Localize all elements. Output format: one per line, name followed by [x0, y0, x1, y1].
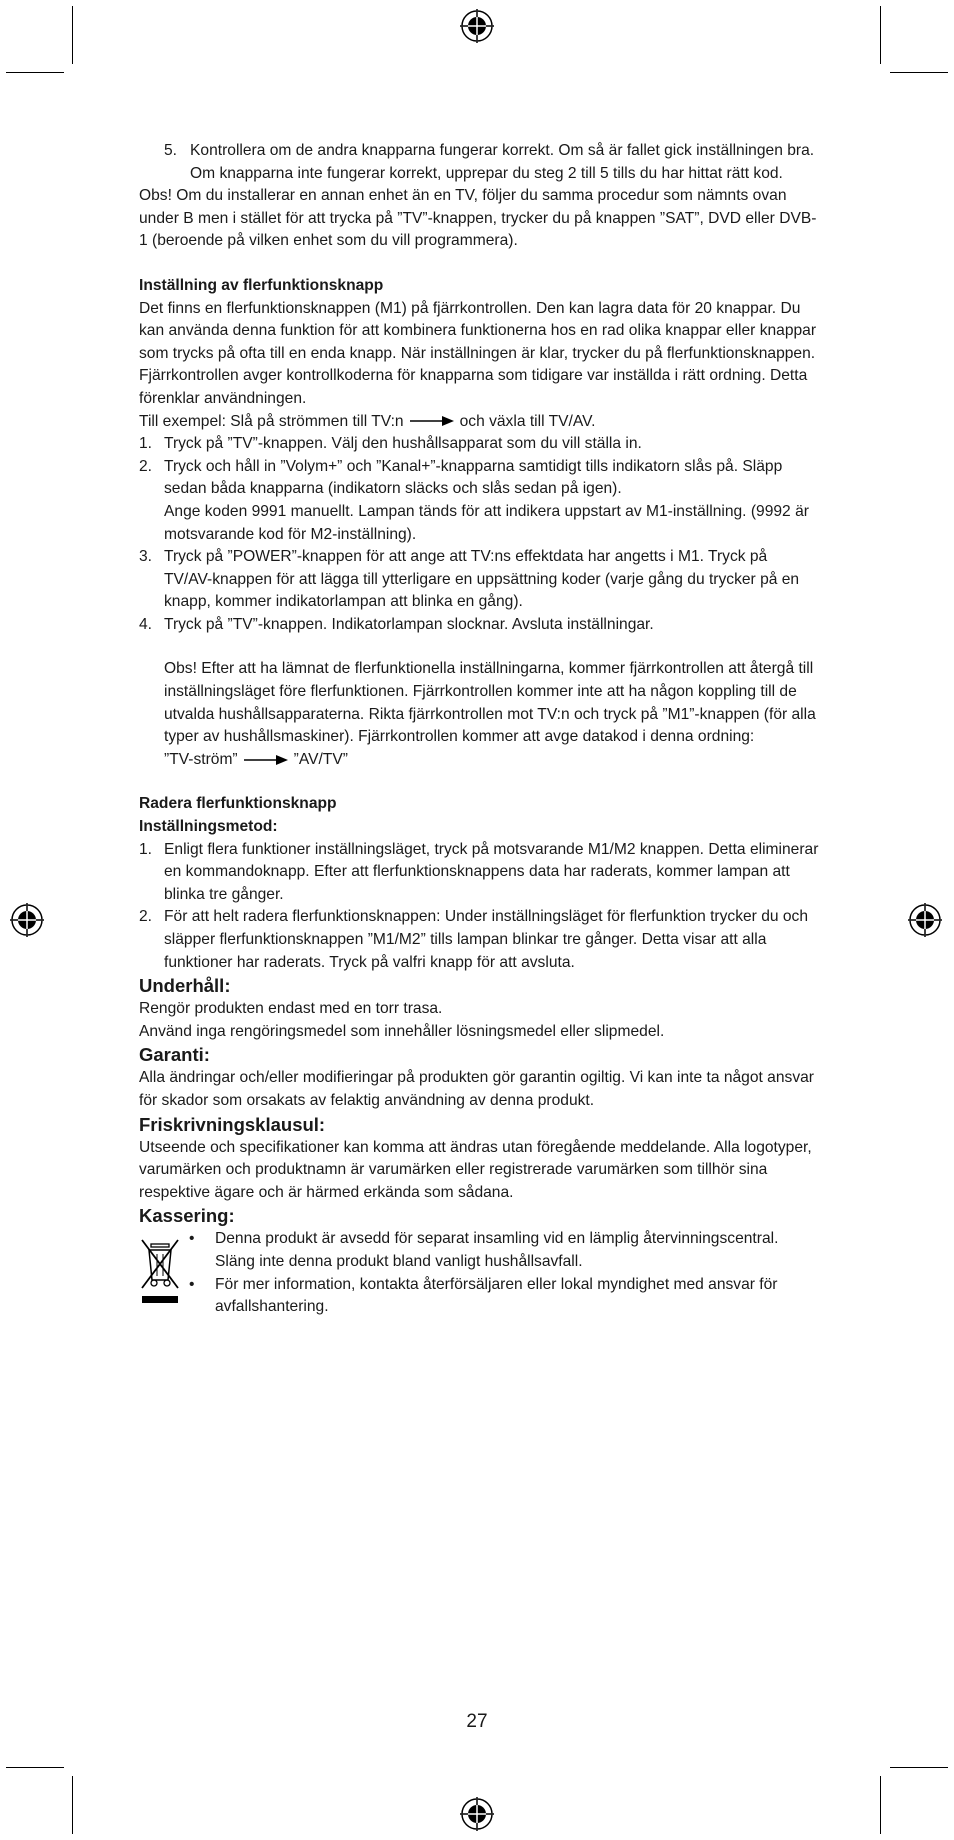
note-other-device: Obs! Om du installerar en annan enhet än en TV, följer du samma procedur som nämnts ovan under B men i stället för att trycka på ”TV”-knappen, trycker du på knappen ”SAT”, DVD eller DVB-1 (beroende på vilken enhet som du vill programmera). — [139, 187, 817, 250]
step-number: 1. — [139, 435, 153, 453]
registration-mark-icon — [908, 903, 942, 937]
step-number: 1. — [139, 840, 153, 858]
maintenance-heading: Underhåll: — [139, 975, 231, 997]
step-text: Tryck på ”POWER”-knappen för att ange att TV:ns effektdata har angetts i M1. Tryck på TV/AV-knappen för att lägga till ytterligare en uppsättning koder (varje gång du trycker på en knapp, kommer indikatorlampan att blinka en gång). — [164, 548, 800, 611]
maintenance-text: Rengör produkten endast med en torr trasa. — [139, 1000, 443, 1018]
crop-mark — [72, 1776, 73, 1834]
sequence-text: ”TV-ström” — [164, 750, 238, 768]
crop-mark — [880, 1776, 881, 1834]
step-text: Ange koden 9991 manuellt. Lampan tänds för att indikera uppstart av M1-inställning. (9992 är motsvarande kod för M2-inställning). — [164, 502, 809, 543]
maintenance-text: Använd inga rengöringsmedel som innehåller lösningsmedel eller slipmedel. — [139, 1022, 665, 1040]
step-number: 4. — [139, 615, 153, 633]
sequence-line — [139, 749, 819, 772]
multi-step — [139, 546, 819, 614]
step-text: Enligt flera funktioner inställningsläget, tryck på motsvarande M1/M2 knappen. Detta eliminerar en kommandoknapp. Efter att flerfunktionsknappens data har raderats, kommer lampan att blinka tre gånger. — [164, 840, 819, 903]
registration-mark-icon — [460, 9, 494, 43]
crop-mark — [6, 72, 64, 73]
example-text: och växla till TV/AV. — [459, 412, 596, 430]
multi-step — [139, 614, 819, 637]
disclaimer-heading: Friskrivningsklausul: — [139, 1113, 326, 1135]
erase-heading: Radera flerfunktionsknapp — [139, 795, 337, 813]
disposal-text: Denna produkt är avsedd för separat insamling vid en lämplig återvinningscentral. Släng inte denna produkt bland vanligt hushållsavfall. — [215, 1230, 779, 1270]
example-text: Till exempel: Slå på strömmen till TV:n — [139, 412, 404, 430]
crop-mark — [72, 6, 73, 64]
step-text: Tryck på ”TV”-knappen. Välj den hushållsapparat som du vill ställa in. — [164, 435, 642, 453]
step-5 — [139, 140, 819, 185]
bullet: • — [189, 1275, 195, 1293]
crop-mark — [890, 72, 948, 73]
step-text: För att helt radera flerfunktionsknappen: Under inställningsläget för flerfunktion trycker du och släpper flerfunktionsknappen ”M1/M2” tills lampan blinkar tre gånger. Detta visar att alla funktioner har raderats. Tryck på valfri knapp för att avsluta. — [164, 908, 809, 971]
multi-function-heading: Inställning av flerfunktionsknapp — [139, 276, 384, 294]
multi-step — [139, 433, 819, 456]
step-text: Tryck och håll in ”Volym+” och ”Kanal+”-knapparna samtidigt tills indikatorn slås på. Släpp sedan båda knapparna (indikatorn släcks och slås sedan på igen). — [164, 457, 783, 498]
crop-mark — [6, 1767, 64, 1768]
disclaimer-text: Utseende och specifikationer kan komma att ändras utan föregående meddelande. Alla logotyper, varumärken och produktnamn är varumärken eller registrerade varumärken som tillhör sina respektive ägare och är härmed erkända som sådana. — [139, 1138, 812, 1201]
warranty-heading: Garanti: — [139, 1044, 210, 1066]
arrow-right-icon — [244, 755, 288, 765]
erase-subheading: Inställningsmetod: — [139, 818, 278, 836]
multi-function-intro: Det finns en flerfunktionsknappen (M1) på fjärrkontrollen. Den kan lagra data för 20 knappar. Du kan använda denna funktion för att kombinera funktionerna hos en rad olika knappar eller knappar som trycks på ofta till en enda knapp. När inställningen är klar, trycker du på flerfunktionsknappen. Fjärrkontrollen avger kontrollkoderna för knapparna som tidigare var inställda i rätt ordning. Detta förenklar användningen. — [139, 299, 817, 407]
erase-step — [139, 839, 819, 907]
crop-mark — [880, 6, 881, 64]
step-number: 2. — [139, 457, 153, 475]
bullet: • — [189, 1230, 195, 1248]
disposal-item — [139, 1274, 819, 1319]
step-number: 5. — [164, 142, 178, 159]
step-number: 2. — [139, 908, 153, 926]
disposal-item — [139, 1228, 819, 1273]
example-line — [139, 411, 819, 434]
step-text: Tryck på ”TV”-knappen. Indikatorlampan slocknar. Avsluta inställningar. — [164, 615, 654, 633]
disposal-heading: Kassering: — [139, 1205, 235, 1227]
disposal-text: För mer information, kontakta återförsäljaren eller lokal myndighet med ansvar för avfallshantering. — [215, 1275, 778, 1316]
multi-function-note: Obs! Efter att ha lämnat de flerfunktionella inställningarna, kommer fjärrkontrollen att återgå till inställningsläget före flerfunktionen. Fjärrkontrollen kommer inte att ha någon koppling till de utvalda hushållsapparaterna. Rikta fjärrkontrollen mot TV:n och tryck på ”M1”-knappen (för alla typer av hushållsmaskiner). Fjärrkontrollen kommer att avge datakod i denna ordning: — [164, 660, 816, 746]
page-number: 27 — [466, 1711, 488, 1732]
warranty-text: Alla ändringar och/eller modifieringar på produkten gör garantin ogiltig. Vi kan inte ta något ansvar för skador som orsakats av felaktig användning av denna produkt. — [139, 1069, 814, 1109]
step-number: 3. — [139, 548, 153, 566]
disposal-section — [139, 1228, 819, 1318]
crop-mark — [890, 1767, 948, 1768]
erase-step — [139, 906, 819, 974]
registration-mark-icon — [10, 903, 44, 937]
sequence-text: ”AV/TV” — [293, 750, 348, 768]
multi-step — [139, 456, 819, 546]
step-text: Kontrollera om de andra knapparna fungerar korrekt. Om så är fallet gick inställningen bra. Om knapparna inte fungerar korrekt, upprepar du steg 2 till 5 tills du har hittat rätt kod. — [190, 142, 815, 182]
arrow-right-icon — [410, 416, 454, 426]
document-body — [139, 140, 819, 1319]
registration-mark-icon — [460, 1797, 494, 1831]
